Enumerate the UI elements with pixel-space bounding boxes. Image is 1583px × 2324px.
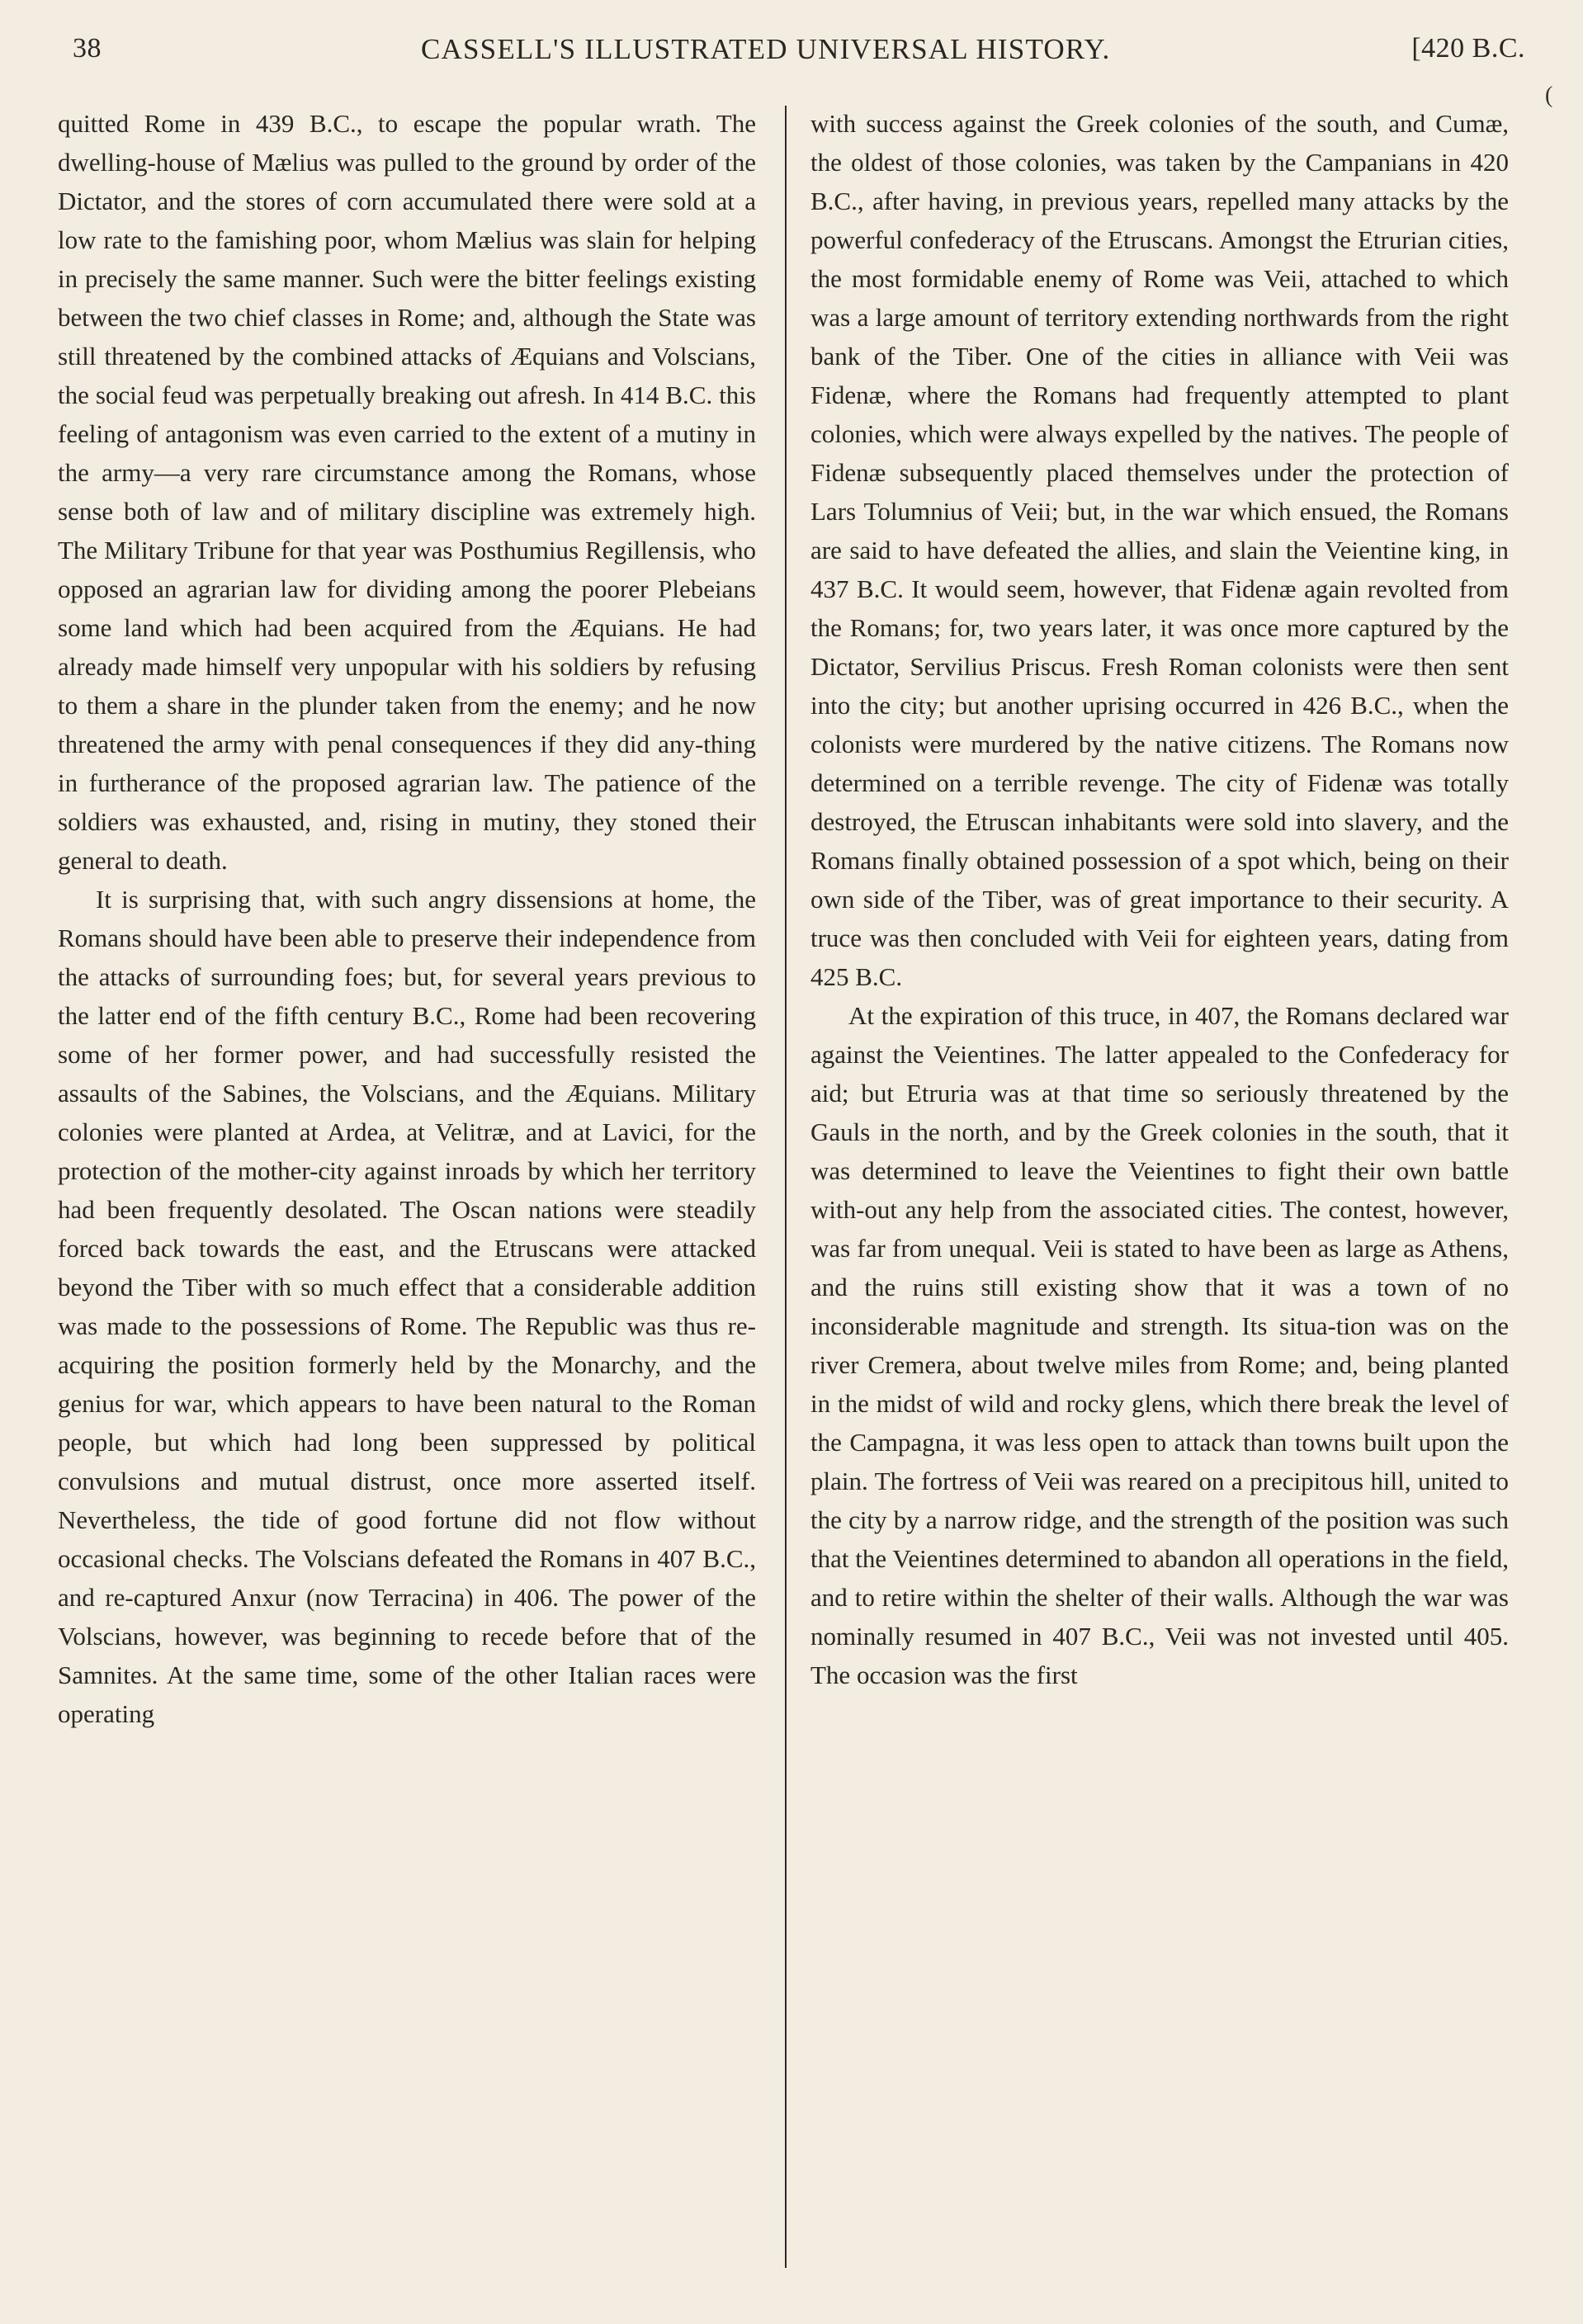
page-header bbox=[73, 28, 1525, 78]
paragraph: It is surprising that, with such angry dissensions at home, the Romans should have been able to preserve their independence from the attacks of surrounding foes; but, for several years previous to the latter end of the fifth century B.C., Rome had been recovering some of her former power, and had successfully resisted the assaults of the Sabines, the Volscians, and the Æquians. Military colonies were planted at Ardea, at Velitræ, and at Lavici, for the protection of the mother-city against inroads by which her territory had been frequently desolated. The Oscan nations were steadily forced back towards the east, and the Etruscans were attacked beyond the Tiber with so much effect that a considerable addition was made to the possessions of Rome. The Republic was thus re-acquiring the position formerly held by the Monarchy, and the genius for war, which appears to have been natural to the Roman people, but which had long been suppressed by political convulsions and mutual distrust, once more asserted itself. Nevertheless, the tide of good fortune did not flow without occasional checks. The Volscians defeated the Romans in 407 B.C., and re-captured Anxur (now Terracina) in 406. The power of the Volscians, however, was beginning to recede before that of the Samnites. At the same time, some of the other Italian races were operating bbox=[58, 885, 756, 1728]
right-text-column bbox=[810, 104, 1509, 1694]
paragraph: At the expiration of this truce, in 407, the Romans declared war against the Veientines. The latter appealed to the Confederacy for aid; but Etruria was at that time so seriously threatened by the Gauls in the north, and by the Greek colonies in the south, that it was determined to leave the Veientines to fight their own battle with-out any help from the associated cities. The contest, however, was far from unequal. Veii is stated to have been as large as Athens, and the ruins still existing show that it was a town of no inconsiderable magnitude and strength. Its situa-tion was on the river Cremera, about twelve miles from Rome; and, being planted in the midst of wild and rocky glens, which there break the level of the Campagna, it was less open to attack than towns built upon the plain. The fortress of Veii was reared on a precipitous hill, united to the city by a narrow ridge, and the strength of the position was such that the Veientines determined to abandon all operations in the field, and to retire within the shelter of their walls. Although the war was nominally resumed in 407 B.C., Veii was not invested until 405. The occasion was the first bbox=[810, 1001, 1509, 1689]
paragraph: with success against the Greek colonies of the south, and Cumæ, the oldest of those colonies, was taken by the Campanians in 420 B.C., after having, in previous years, repelled many attacks by the powerful confederacy of the Etruscans. Amongst the Etrurian cities, the most formidable enemy of Rome was Veii, attached to which was a large amount of territory extending northwards from the right bank of the Tiber. One of the cities in alliance with Veii was Fidenæ, where the Romans had frequently attempted to plant colonies, which were always expelled by the natives. The people of Fidenæ subsequently placed themselves under the protection of Lars Tolumnius of Veii; but, in the war which ensued, the Romans are said to have defeated the allies, and slain the Veientine king, in 437 B.C. It would seem, however, that Fidenæ again revolted from the Romans; for, two years later, it was once more captured by the Dictator, Servilius Priscus. Fresh Roman colonists were then sent into the city; but another uprising occurred in 426 B.C., when the colonists were murdered by the native citizens. The Romans now determined on a terrible revenge. The city of Fidenæ was totally destroyed, the Etruscan inhabitants were sold into slavery, and the Romans finally obtained possession of a spot which, being on their own side of the Tiber, was of great importance to their security. A truce was then concluded with Veii for eighteen years, dating from 425 B.C. bbox=[810, 109, 1509, 991]
left-text-column bbox=[58, 104, 756, 1733]
page-number: 38 bbox=[73, 33, 102, 64]
stray-print-mark: ( bbox=[1545, 83, 1553, 108]
running-title: CASSELL'S ILLUSTRATED UNIVERSAL HISTORY. bbox=[421, 33, 1111, 65]
date-marker: [420 B.C. bbox=[1411, 33, 1525, 64]
paragraph: quitted Rome in 439 B.C., to escape the popular wrath. The dwelling-house of Mælius was pulled to the ground by order of the Dictator, and the stores of corn accumulated there were sold at a low rate to the famishing poor, whom Mælius was slain for helping in precisely the same manner. Such were the bitter feelings existing between the two chief classes in Rome; and, although the State was still threatened by the combined attacks of Æquians and Volscians, the social feud was perpetually breaking out afresh. In 414 B.C. this feeling of antagonism was even carried to the extent of a mutiny in the army—a very rare circumstance among the Romans, whose sense both of law and of military discipline was extremely high. The Military Tribune for that year was Posthumius Regillensis, who opposed an agrarian law for dividing among the poorer Plebeians some land which had been acquired from the Æquians. He had already made himself very unpopular with his soldiers by refusing to them a share in the plunder taken from the enemy; and he now threatened the army with penal consequences if they did any-thing in furtherance of the proposed agrarian law. The patience of the soldiers was exhausted, and, rising in mutiny, they stoned their general to death. bbox=[58, 109, 756, 875]
column-divider bbox=[785, 106, 787, 2268]
